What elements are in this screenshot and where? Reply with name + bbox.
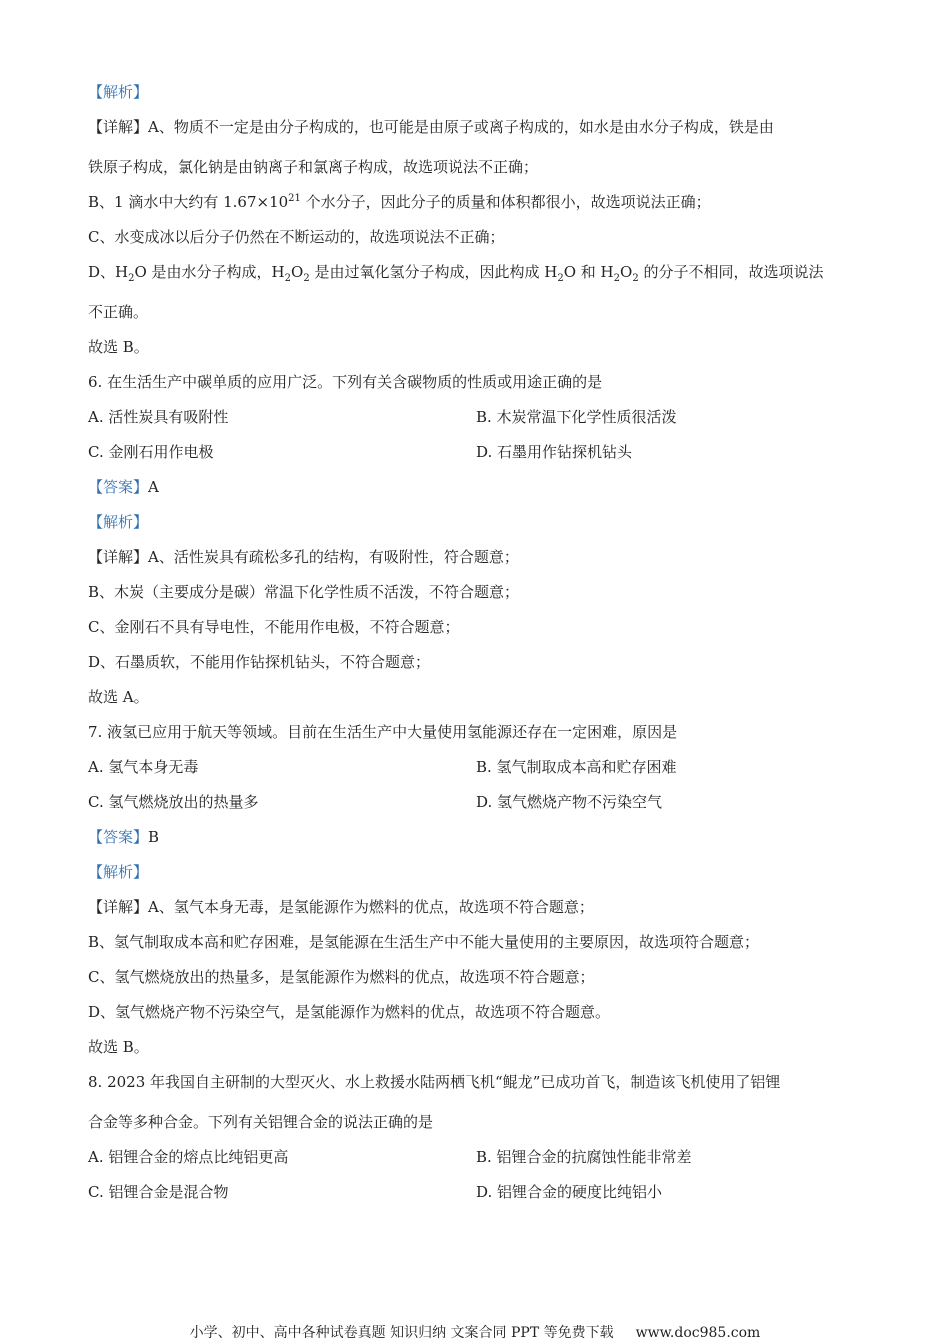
- analysis-tag: 【解析】: [88, 513, 149, 531]
- page-footer: [0, 1322, 950, 1342]
- q8-question-cont: 合金等多种合金。下列有关铝锂合金的说法正确的是: [88, 1113, 434, 1131]
- q8-question: 8. 2023 年我国自主研制的大型灭火、水上救援水陆两栖飞机“鲲龙”已成功首飞，制造该飞机使用了铝锂: [88, 1073, 781, 1091]
- detail-text: O: [620, 263, 633, 281]
- subscript: 2: [303, 273, 310, 284]
- q7-option-b: B. 氢气制取成本高和贮存困难: [476, 758, 677, 776]
- q6-conclusion: 故选 A。: [88, 688, 149, 706]
- q6-detail-c: C、金刚石不具有导电性，不能用作电极，不符合题意；: [88, 618, 460, 636]
- detail-tag: 【详解】: [88, 548, 149, 566]
- q6-options-row-1: [88, 403, 868, 438]
- q5-conclusion: 故选 B。: [88, 338, 149, 356]
- q5-detail-c: C、水变成冰以后分子仍然在不断运动的，故选项说法不正确；: [88, 228, 505, 246]
- q6-detail-d: D、石墨质软，不能用作钻探机钻头，不符合题意；: [88, 653, 431, 671]
- q7-detail-c: C、氢气燃烧放出的热量多，是氢能源作为燃料的优点，故选项不符合题意；: [88, 968, 595, 986]
- q7-option-c: C. 氢气燃烧放出的热量多: [88, 793, 259, 811]
- detail-text: 个水分子，因此分子的质量和体积都很小，故选项说法正确；: [300, 193, 711, 211]
- detail-text: O 是由水分子构成，H: [134, 263, 285, 281]
- subscript: 2: [632, 273, 639, 284]
- subscript: 2: [557, 273, 564, 284]
- subscript: 2: [128, 273, 135, 284]
- detail-text: B、1 滴水中大约有 1.67×10: [88, 193, 289, 211]
- q5-analysis-line: [88, 78, 868, 113]
- answer-tag: 【答案】: [88, 828, 149, 846]
- superscript: 21: [288, 193, 301, 204]
- q7-conclusion: 故选 B。: [88, 1038, 149, 1056]
- detail-tag: 【详解】: [88, 898, 149, 916]
- answer-value: A: [148, 478, 159, 496]
- detail-text: A、氢气本身无毒，是氢能源作为燃料的优点，故选项不符合题意；: [148, 898, 594, 916]
- q7-option-a: A. 氢气本身无毒: [88, 758, 199, 776]
- q7-detail-b: B、氢气制取成本高和贮存困难，是氢能源在生活生产中不能大量使用的主要原因，故选项符合题意；: [88, 933, 760, 951]
- document-page: [88, 78, 868, 1213]
- analysis-tag: 【解析】: [88, 863, 149, 881]
- detail-text: 的分子不相同，故选项说法: [638, 263, 824, 281]
- q5-detail-a-cont: 铁原子构成，氯化钠是由钠离子和氯离子构成，故选项说法不正确；: [88, 158, 539, 176]
- analysis-tag: 【解析】: [88, 83, 149, 101]
- detail-text: O: [291, 263, 304, 281]
- q6-option-c: C. 金刚石用作电极: [88, 443, 214, 461]
- q7-options-row-1: [88, 753, 868, 788]
- q6-option-a: A. 活性炭具有吸附性: [88, 408, 229, 426]
- subscript: 2: [284, 273, 292, 284]
- q6-options-row-2: [88, 438, 868, 473]
- footer-url[interactable]: www.doc985.com: [635, 1325, 761, 1341]
- detail-text: 是由过氧化氢分子构成，因此构成 H: [309, 263, 558, 281]
- detail-text: A、活性炭具有疏松多孔的结构，有吸附性，符合题意；: [148, 548, 519, 566]
- detail-text: O 和 H: [563, 263, 614, 281]
- q6-option-d: D. 石墨用作钻探机钻头: [476, 443, 633, 461]
- detail-text: D、H: [88, 263, 129, 281]
- subscript: 2: [613, 273, 620, 284]
- detail-tag: 【详解】: [88, 118, 149, 136]
- q6-detail-b: B、木炭（主要成分是碳）常温下化学性质不活泼，不符合题意；: [88, 583, 520, 601]
- answer-value: B: [148, 828, 160, 846]
- q7-options-row-2: [88, 788, 868, 823]
- q7-detail-d: D、氢气燃烧产物不污染空气，是氢能源作为燃料的优点，故选项不符合题意。: [88, 1003, 611, 1021]
- q8-option-d: D. 铝锂合金的硬度比纯铝小: [476, 1183, 663, 1201]
- footer-text: 小学、初中、高中各种试卷真题 知识归纳 文案合同 PPT 等免费下载: [189, 1325, 614, 1341]
- q8-option-c: C. 铝锂合金是混合物: [88, 1183, 229, 1201]
- q7-answer: [88, 823, 868, 858]
- q6-analysis: [88, 508, 868, 543]
- q7-analysis: [88, 858, 868, 893]
- q6-detail-a: [88, 543, 868, 578]
- q5-detail-d-cont: 不正确。: [88, 303, 149, 321]
- q6-question: 6. 在生活生产中碳单质的应用广泛。下列有关含碳物质的性质或用途正确的是: [88, 373, 603, 391]
- q5-detail-a: [88, 113, 868, 153]
- answer-tag: 【答案】: [88, 478, 149, 496]
- q5-detail-d: [88, 258, 868, 298]
- q7-question: 7. 液氢已应用于航天等领域。目前在生活生产中大量使用氢能源还存在一定困难，原因是: [88, 723, 678, 741]
- q8-option-b: B. 铝锂合金的抗腐蚀性能非常差: [476, 1148, 692, 1166]
- q7-detail-a: [88, 893, 868, 928]
- q8-options-row-2: [88, 1178, 868, 1213]
- q5-detail-b: [88, 188, 868, 223]
- q7-option-d: D. 氢气燃烧产物不污染空气: [476, 793, 663, 811]
- q6-option-b: B. 木炭常温下化学性质很活泼: [476, 408, 677, 426]
- q8-option-a: A. 铝锂合金的熔点比纯铝更高: [88, 1148, 289, 1166]
- detail-text: A、物质不一定是由分子构成的，也可能是由原子或离子构成的，如水是由水分子构成，铁是由: [148, 118, 774, 136]
- q6-answer: [88, 473, 868, 508]
- q8-options-row-1: [88, 1143, 868, 1178]
